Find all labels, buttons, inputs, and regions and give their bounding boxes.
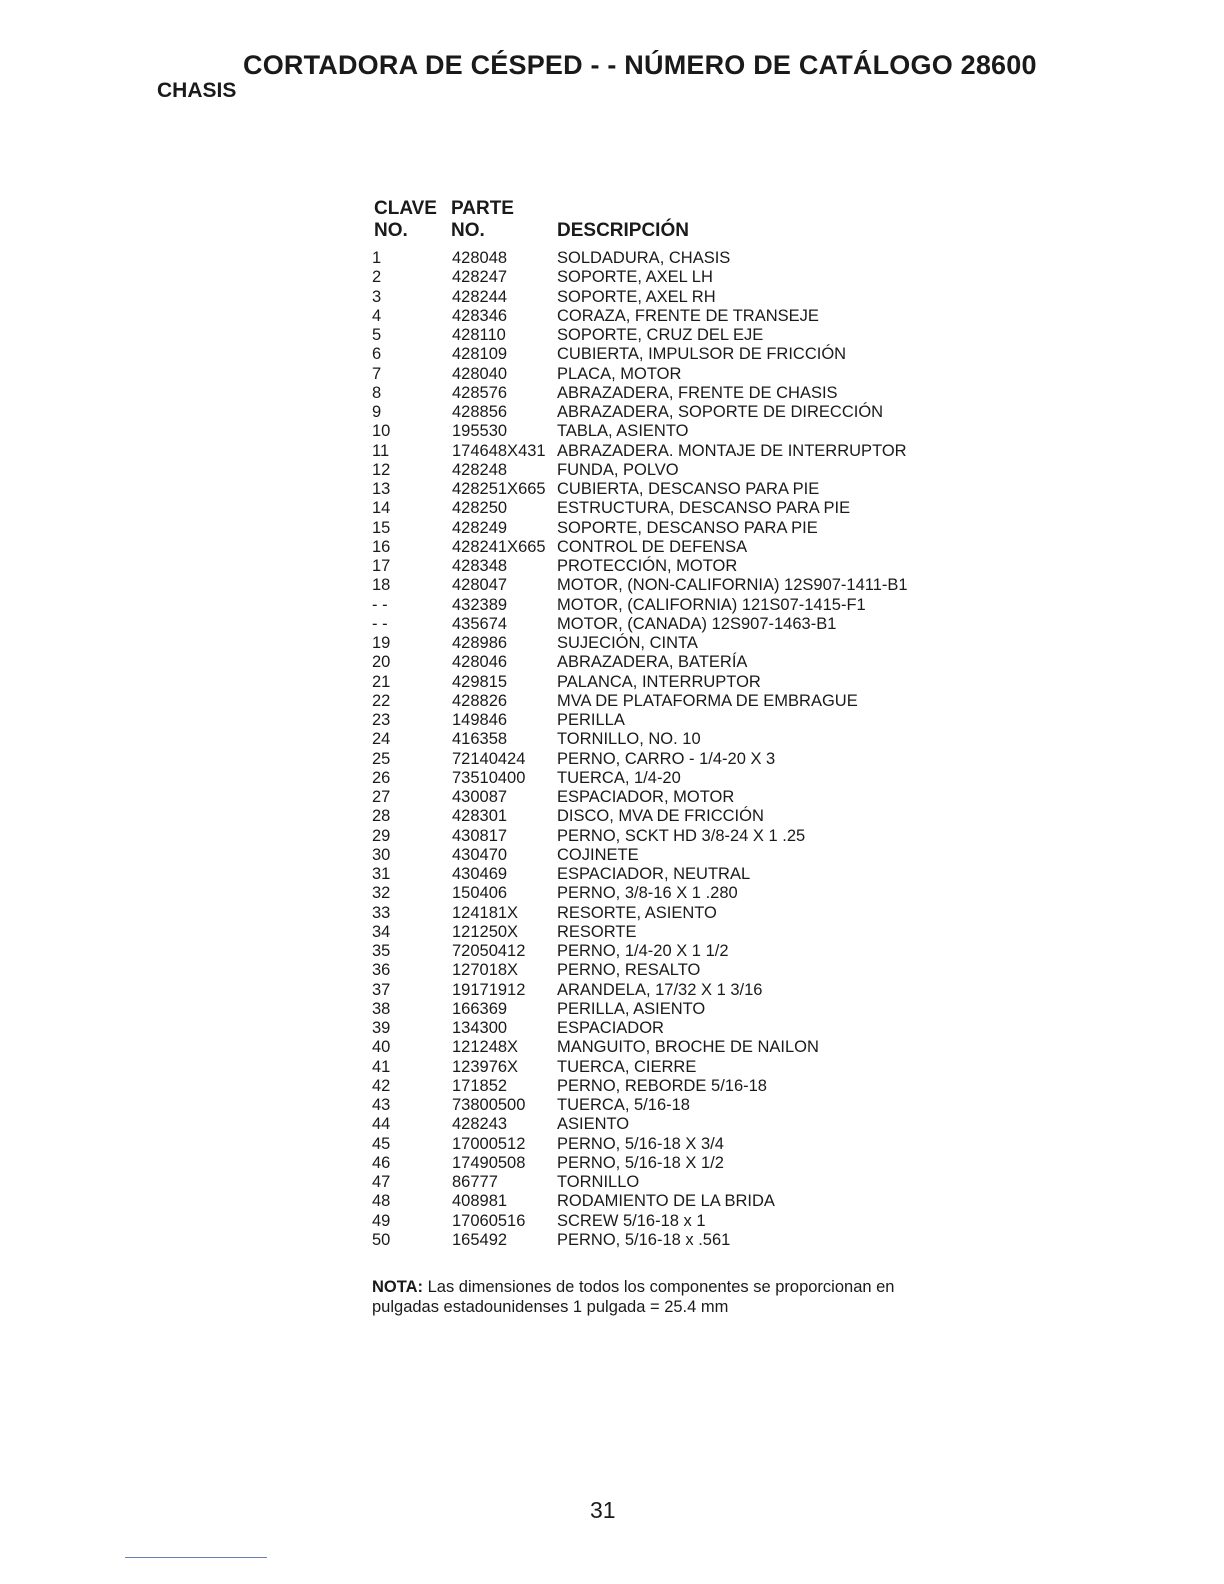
header-part-label: PARTE [451, 198, 514, 219]
row-key: 15 [372, 518, 391, 537]
table-row [372, 615, 972, 634]
row-description: TORNILLO [557, 1173, 640, 1191]
row-description: TABLA, ASIENTO [557, 422, 689, 441]
row-key: 11 [372, 441, 390, 460]
row-description: ABRAZADERA, FRENTE DE CHASIS [557, 383, 838, 402]
row-part-number: 121250X [452, 922, 519, 941]
row-key: 6 [372, 345, 382, 364]
row-description: PERNO, SCKT HD 3/8-24 X 1 .25 [557, 826, 806, 845]
row-key: 29 [372, 826, 391, 845]
row-description: PERNO, 5/16-18 x .561 [557, 1230, 731, 1249]
table-row [372, 1038, 972, 1057]
row-part-number: 134300 [452, 1019, 508, 1037]
row-part-number: 430817 [452, 826, 508, 845]
row-key: 26 [372, 768, 391, 787]
row-key: 32 [372, 884, 391, 903]
page-title: CORTADORA DE CÉSPED - - NÚMERO DE CATÁLOGO 28600 [243, 50, 1037, 80]
row-part-number: 430087 [452, 788, 508, 806]
row-part-number: 72140424 [452, 749, 526, 768]
table-row [372, 788, 972, 807]
footer-rule [125, 1557, 267, 1558]
row-key: 20 [372, 653, 391, 672]
table-row [372, 981, 972, 1000]
row-part-number: 86777 [452, 1173, 498, 1191]
table-row [372, 653, 972, 672]
section-title: CHASIS [157, 79, 237, 102]
table-row [372, 596, 972, 615]
row-key: 4 [372, 306, 382, 325]
row-key: 48 [372, 1192, 391, 1211]
row-description: MANGUITO, BROCHE DE NAILON [557, 1038, 819, 1057]
header-part-no: NO. [451, 220, 485, 241]
row-key: 35 [372, 942, 391, 960]
table-row [372, 1019, 972, 1038]
row-description: FUNDA, POLVO [557, 460, 679, 479]
row-key: 44 [372, 1115, 391, 1134]
row-part-number: 150406 [452, 884, 508, 903]
row-description: TORNILLO, NO. 10 [557, 730, 701, 749]
row-description: RODAMIENTO DE LA BRIDA [557, 1192, 775, 1211]
row-description: PERNO, 5/16-18 X 1/2 [557, 1153, 724, 1172]
header-description: DESCRIPCIÓN [557, 220, 689, 241]
row-part-number: 195530 [452, 422, 508, 441]
row-description: PROTECCIÓN, MOTOR [557, 557, 738, 575]
row-description: TUERCA, 1/4-20 [557, 768, 681, 787]
table-row [372, 249, 972, 268]
table-row [372, 942, 972, 961]
row-key: - - [372, 614, 388, 633]
parts-table [372, 198, 972, 1250]
table-row [372, 711, 972, 730]
table-row [372, 480, 972, 499]
row-part-number: 428110 [452, 326, 506, 344]
row-key: 9 [372, 403, 382, 421]
row-description: CUBIERTA, IMPULSOR DE FRICCIÓN [557, 345, 847, 364]
table-row [372, 692, 972, 711]
row-key: 12 [372, 460, 391, 479]
row-description: PERNO, RESALTO [557, 961, 701, 980]
table-row [372, 961, 972, 980]
row-description: CORAZA, FRENTE DE TRANSEJE [557, 306, 819, 325]
row-description: ESPACIADOR [557, 1019, 664, 1037]
row-description: ABRAZADERA, SOPORTE DE DIRECCIÓN [557, 403, 884, 421]
row-part-number: 428346 [452, 306, 508, 325]
row-part-number: 127018X [452, 961, 519, 980]
row-key: 14 [372, 499, 391, 518]
row-description: DISCO, MVA DE FRICCIÓN [557, 807, 764, 826]
row-key: 43 [372, 1096, 391, 1114]
row-description: SUJECIÓN, CINTA [557, 634, 698, 652]
row-description: RESORTE, ASIENTO [557, 903, 717, 922]
table-row [372, 442, 972, 461]
page-number: 31 [590, 1497, 616, 1523]
row-description: RESORTE [557, 922, 637, 941]
row-key: 21 [372, 672, 391, 691]
table-row [372, 268, 972, 287]
row-description: SOLDADURA, CHASIS [557, 249, 731, 267]
row-description: MOTOR, (NON-CALIFORNIA) 12S907-1411-B1 [557, 576, 908, 595]
table-row [372, 1000, 972, 1019]
table-row [372, 1212, 972, 1231]
row-key: 27 [372, 788, 391, 806]
row-description: ESPACIADOR, NEUTRAL [557, 865, 751, 883]
row-part-number: 149846 [452, 711, 508, 729]
row-description: PALANCA, INTERRUPTOR [557, 672, 761, 691]
table-row [372, 1154, 972, 1173]
table-header-row-2 [372, 220, 972, 242]
table-row [372, 326, 972, 345]
row-description: PERNO, 5/16-18 X 3/4 [557, 1134, 724, 1153]
header-key-no: NO. [374, 220, 408, 241]
row-description: PERNO, CARRO - 1/4-20 X 3 [557, 749, 776, 768]
table-row [372, 1115, 972, 1134]
row-description: PERILLA, ASIENTO [557, 999, 706, 1018]
row-part-number: 166369 [452, 999, 508, 1018]
row-description: PERNO, 1/4-20 X 1 1/2 [557, 942, 729, 960]
row-key: 3 [372, 287, 382, 306]
row-part-number: 428576 [452, 383, 508, 402]
row-description: ABRAZADERA, BATERÍA [557, 653, 748, 672]
row-part-number: 428241X665 [452, 537, 546, 556]
row-part-number: 73510400 [452, 768, 526, 787]
table-row [372, 538, 972, 557]
row-part-number: 428348 [452, 557, 508, 575]
row-key: 28 [372, 807, 391, 826]
table-row [372, 1135, 972, 1154]
row-key: 17 [372, 557, 391, 575]
table-row [372, 1096, 972, 1115]
row-description: COJINETE [557, 845, 639, 864]
row-part-number: 430470 [452, 845, 508, 864]
row-key: 39 [372, 1019, 391, 1037]
row-description: ESTRUCTURA, DESCANSO PARA PIE [557, 499, 851, 518]
row-part-number: 428046 [452, 653, 508, 672]
row-description: CUBIERTA, DESCANSO PARA PIE [557, 480, 820, 498]
row-part-number: 435674 [452, 614, 508, 633]
row-description: SOPORTE, AXEL RH [557, 287, 716, 306]
row-part-number: 428250 [452, 499, 508, 518]
row-key: 25 [372, 749, 391, 768]
row-description: ESPACIADOR, MOTOR [557, 788, 735, 806]
row-part-number: 416358 [452, 730, 508, 749]
table-row [372, 519, 972, 538]
row-key: 18 [372, 576, 391, 595]
table-row [372, 576, 972, 595]
table-row [372, 1192, 972, 1211]
row-part-number: 432389 [452, 595, 508, 614]
row-key: 2 [372, 268, 382, 287]
row-description: ARANDELA, 17/32 X 1 3/16 [557, 980, 763, 999]
table-row [372, 827, 972, 846]
row-key: 22 [372, 691, 391, 710]
row-description: ABRAZADERA. MONTAJE DE INTERRUPTOR [557, 441, 907, 460]
row-part-number: 121248X [452, 1038, 519, 1057]
table-row [372, 807, 972, 826]
row-key: - - [372, 595, 388, 614]
row-description: SCREW 5/16-18 x 1 [557, 1211, 706, 1230]
table-row [372, 499, 972, 518]
row-description: TUERCA, 5/16-18 [557, 1096, 690, 1114]
row-key: 24 [372, 730, 391, 749]
row-part-number: 428826 [452, 691, 508, 710]
row-key: 30 [372, 845, 391, 864]
row-part-number: 428856 [452, 403, 508, 421]
row-key: 49 [372, 1211, 391, 1230]
row-description: TUERCA, CIERRE [557, 1057, 697, 1076]
row-part-number: 428243 [452, 1115, 508, 1134]
row-key: 38 [372, 999, 391, 1018]
row-part-number: 124181X [452, 903, 519, 922]
row-key: 13 [372, 480, 391, 498]
table-row [372, 422, 972, 441]
row-key: 36 [372, 961, 391, 980]
row-description: MVA DE PLATAFORMA DE EMBRAGUE [557, 691, 858, 710]
row-part-number: 17060516 [452, 1211, 526, 1230]
table-row [372, 904, 972, 923]
row-key: 33 [372, 903, 391, 922]
table-row [372, 307, 972, 326]
row-description: PERILLA [557, 711, 625, 729]
table-header-row-1 [372, 198, 972, 220]
table-row [372, 288, 972, 307]
row-part-number: 428109 [452, 345, 508, 364]
note-label: NOTA: [372, 1278, 424, 1296]
table-row [372, 345, 972, 364]
table-row [372, 884, 972, 903]
row-part-number: 73800500 [452, 1096, 526, 1114]
table-row [372, 365, 972, 384]
row-part-number: 428249 [452, 518, 508, 537]
row-key: 31 [372, 865, 391, 883]
row-key: 19 [372, 634, 391, 652]
row-part-number: 428047 [452, 576, 508, 595]
row-part-number: 428048 [452, 249, 508, 267]
row-part-number: 428248 [452, 460, 508, 479]
row-key: 34 [372, 922, 391, 941]
row-description: MOTOR, (CALIFORNIA) 121S07-1415-F1 [557, 595, 866, 614]
row-part-number: 408981 [452, 1192, 508, 1211]
table-row [372, 634, 972, 653]
row-key: 41 [372, 1057, 391, 1076]
row-description: SOPORTE, CRUZ DEL EJE [557, 326, 764, 344]
row-key: 7 [372, 364, 382, 383]
table-row [372, 923, 972, 942]
table-row [372, 750, 972, 769]
row-key: 46 [372, 1153, 391, 1172]
table-row [372, 403, 972, 422]
table-row [372, 673, 972, 692]
table-row [372, 1173, 972, 1192]
row-description: SOPORTE, AXEL LH [557, 268, 713, 287]
header-key-label: CLAVE [374, 198, 437, 219]
row-description: CONTROL DE DEFENSA [557, 537, 748, 556]
table-row [372, 865, 972, 884]
row-description: PERNO, REBORDE 5/16-18 [557, 1076, 767, 1095]
row-part-number: 428244 [452, 287, 508, 306]
row-key: 42 [372, 1076, 391, 1095]
table-row [372, 730, 972, 749]
row-key: 45 [372, 1134, 391, 1153]
row-key: 10 [372, 422, 391, 441]
note [372, 1277, 962, 1317]
row-description: SOPORTE, DESCANSO PARA PIE [557, 518, 818, 537]
row-part-number: 428247 [452, 268, 508, 287]
row-key: 40 [372, 1038, 391, 1057]
row-part-number: 428251X665 [452, 480, 546, 498]
table-row [372, 1077, 972, 1096]
row-part-number: 174648X431 [452, 441, 546, 460]
row-part-number: 19171912 [452, 980, 526, 999]
row-part-number: 165492 [452, 1230, 508, 1249]
row-part-number: 72050412 [452, 942, 526, 960]
row-part-number: 428301 [452, 807, 508, 826]
table-row [372, 384, 972, 403]
row-part-number: 429815 [452, 672, 508, 691]
row-part-number: 123976X [452, 1057, 519, 1076]
table-row [372, 557, 972, 576]
row-key: 8 [372, 383, 382, 402]
row-key: 50 [372, 1230, 391, 1249]
row-description: MOTOR, (CANADA) 12S907-1463-B1 [557, 614, 837, 633]
row-part-number: 171852 [452, 1076, 508, 1095]
table-body [372, 249, 972, 1250]
row-key: 5 [372, 326, 382, 344]
row-part-number: 430469 [452, 865, 508, 883]
table-row [372, 1231, 972, 1250]
table-row [372, 846, 972, 865]
row-key: 47 [372, 1173, 391, 1191]
note-text: Las dimensiones de todos los componentes se proporcionan en pulgadas estadounidenses 1 pulgada = 25.4 mm [372, 1278, 895, 1316]
row-part-number: 428040 [452, 364, 508, 383]
row-part-number: 17000512 [452, 1134, 526, 1153]
row-description: ASIENTO [557, 1115, 630, 1134]
row-part-number: 428986 [452, 634, 508, 652]
row-description: PLACA, MOTOR [557, 364, 682, 383]
table-row [372, 461, 972, 480]
row-key: 37 [372, 980, 391, 999]
row-key: 1 [372, 249, 382, 267]
row-description: PERNO, 3/8-16 X 1 .280 [557, 884, 738, 903]
table-row [372, 1058, 972, 1077]
row-key: 16 [372, 537, 391, 556]
row-part-number: 17490508 [452, 1153, 526, 1172]
table-row [372, 769, 972, 788]
row-key: 23 [372, 711, 391, 729]
